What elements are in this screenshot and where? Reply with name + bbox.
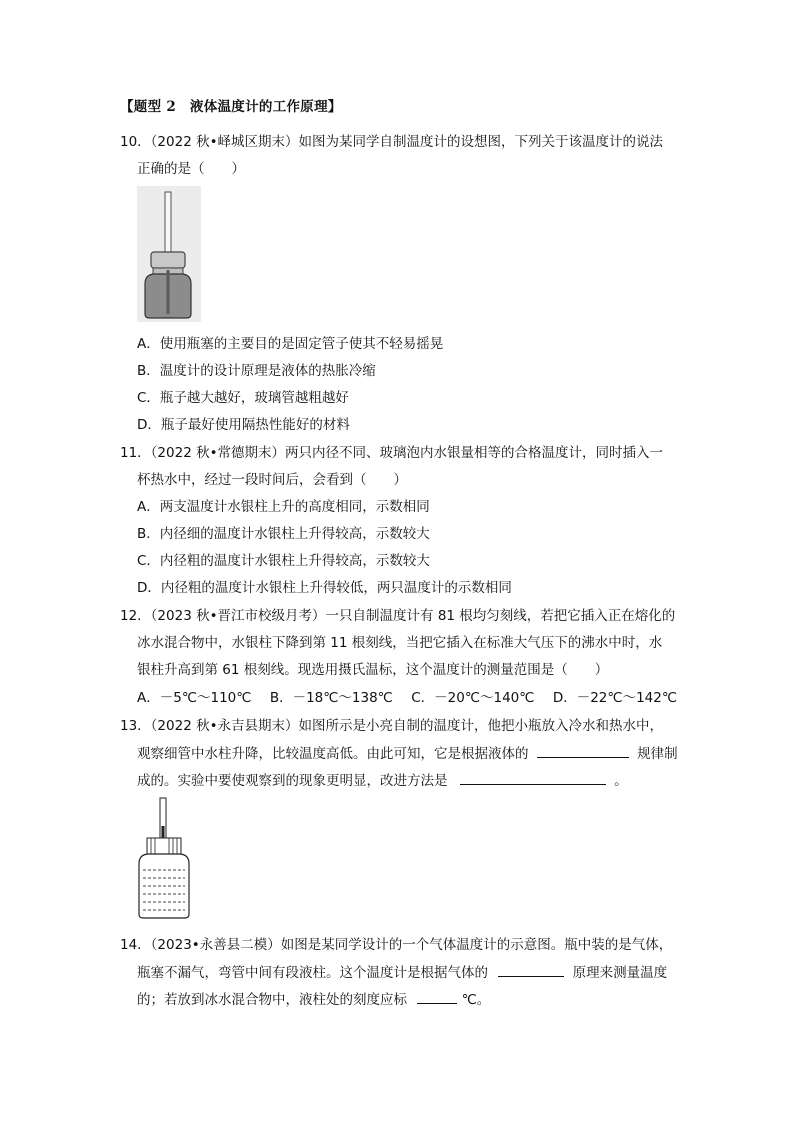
q11-option-c[interactable]: C．内径粗的温度计水银柱上升得较高，示数较大 (137, 553, 430, 569)
q12-option-a[interactable]: A．－5℃～110℃ (137, 690, 252, 706)
q14-line2-text: 瓶塞不漏气，弯管中间有段液柱。这个温度计是根据气体的 (137, 965, 488, 981)
q13-line3-text: 成的。实验中要使观察到的现象更明显，改进方法是 (137, 773, 448, 789)
q14-stem-line3 (137, 989, 490, 1010)
q11-option-d[interactable]: D．内径粗的温度计水银柱上升得较低，两只温度计的示数相同 (137, 580, 512, 596)
q12-stem-line1: 12．（2023 秋•晋江市校级月考）一只自制温度计有 81 根均匀刻线，若把它插入正在熔化的 (120, 608, 676, 624)
q13-blank-1[interactable] (537, 743, 629, 758)
q14-stem-line2 (137, 962, 667, 983)
q13-thermometer-figure (137, 796, 193, 922)
q14-blank-2[interactable] (417, 989, 457, 1004)
q13-line3-after: 。 (614, 773, 628, 789)
q10-thermometer-figure (137, 186, 201, 322)
q10-liquid-column (167, 270, 170, 314)
q12-option-b[interactable]: B．－18℃～138℃ (269, 690, 393, 706)
q14-line3-text: 的；若放到冰水混合物中，液柱处的刻度应标 (137, 992, 407, 1008)
q10-stem-line2: 正确的是（ ） (137, 161, 245, 177)
q10-option-c[interactable]: C．瓶子越大越好，玻璃管越粗越好 (137, 390, 349, 406)
q13-blank-2[interactable] (460, 770, 606, 785)
q13-line2-after: 规律制 (637, 746, 678, 762)
q10-stopper (151, 252, 185, 268)
q10-option-d[interactable]: D．瓶子最好使用隔热性能好的材料 (137, 417, 350, 433)
q14-blank-1[interactable] (498, 962, 564, 977)
q13-line2-text: 观察细管中水柱升降，比较温度高低。由此可知，它是根据液体的 (137, 746, 529, 762)
section-title: 【题型 2 液体温度计的工作原理】 (120, 99, 342, 115)
q14-line2-after: 原理来测量温度 (572, 965, 668, 981)
q13-bottle-cap (147, 838, 181, 854)
q13-stem-line3 (137, 770, 628, 791)
q12-option-d[interactable]: D．－22℃～142℃ (552, 690, 677, 706)
q10-option-b[interactable]: B．温度计的设计原理是液体的热胀冷缩 (137, 363, 376, 379)
q12-options-row (137, 688, 677, 708)
q11-stem-line1: 11．（2022 秋•常德期末）两只内径不同、玻璃泡内水银量相等的合格温度计，同时插入一 (120, 445, 664, 461)
q11-stem-line2: 杯热水中，经过一段时间后，会看到（ ） (137, 472, 407, 488)
q11-option-b[interactable]: B．内径细的温度计水银柱上升得较高，示数较大 (137, 526, 430, 542)
q12-option-c[interactable]: C．－20℃～140℃ (411, 690, 535, 706)
q14-stem-line1: 14．（2023•永善县二模）如图是某同学设计的一个气体温度计的示意图。瓶中装的是气体， (120, 937, 673, 953)
q12-stem-line3: 银柱升高到第 61 根刻线。现选用摄氏温标，这个温度计的测量范围是（ ） (137, 662, 609, 678)
q10-option-a[interactable]: A．使用瓶塞的主要目的是固定管子使其不轻易摇晃 (137, 336, 444, 352)
q10-stem-line1: 10．（2022 秋•峄城区期末）如图为某同学自制温度计的设想图，下列关于该温度计的说法 (120, 134, 664, 150)
q12-stem-line2: 冰水混合物中，水银柱下降到第 11 根刻线，当把它插入在标准大气压下的沸水中时，水 (137, 635, 663, 651)
q13-stem-line1: 13．（2022 秋•永吉县期末）如图所示是小亮自制的温度计，他把小瓶放入冷水和热水中， (120, 718, 664, 734)
q13-stem-line2 (137, 743, 678, 764)
q14-line3-after: ℃。 (461, 992, 491, 1008)
q11-option-a[interactable]: A．两支温度计水银柱上升的高度相同，示数相同 (137, 499, 430, 515)
